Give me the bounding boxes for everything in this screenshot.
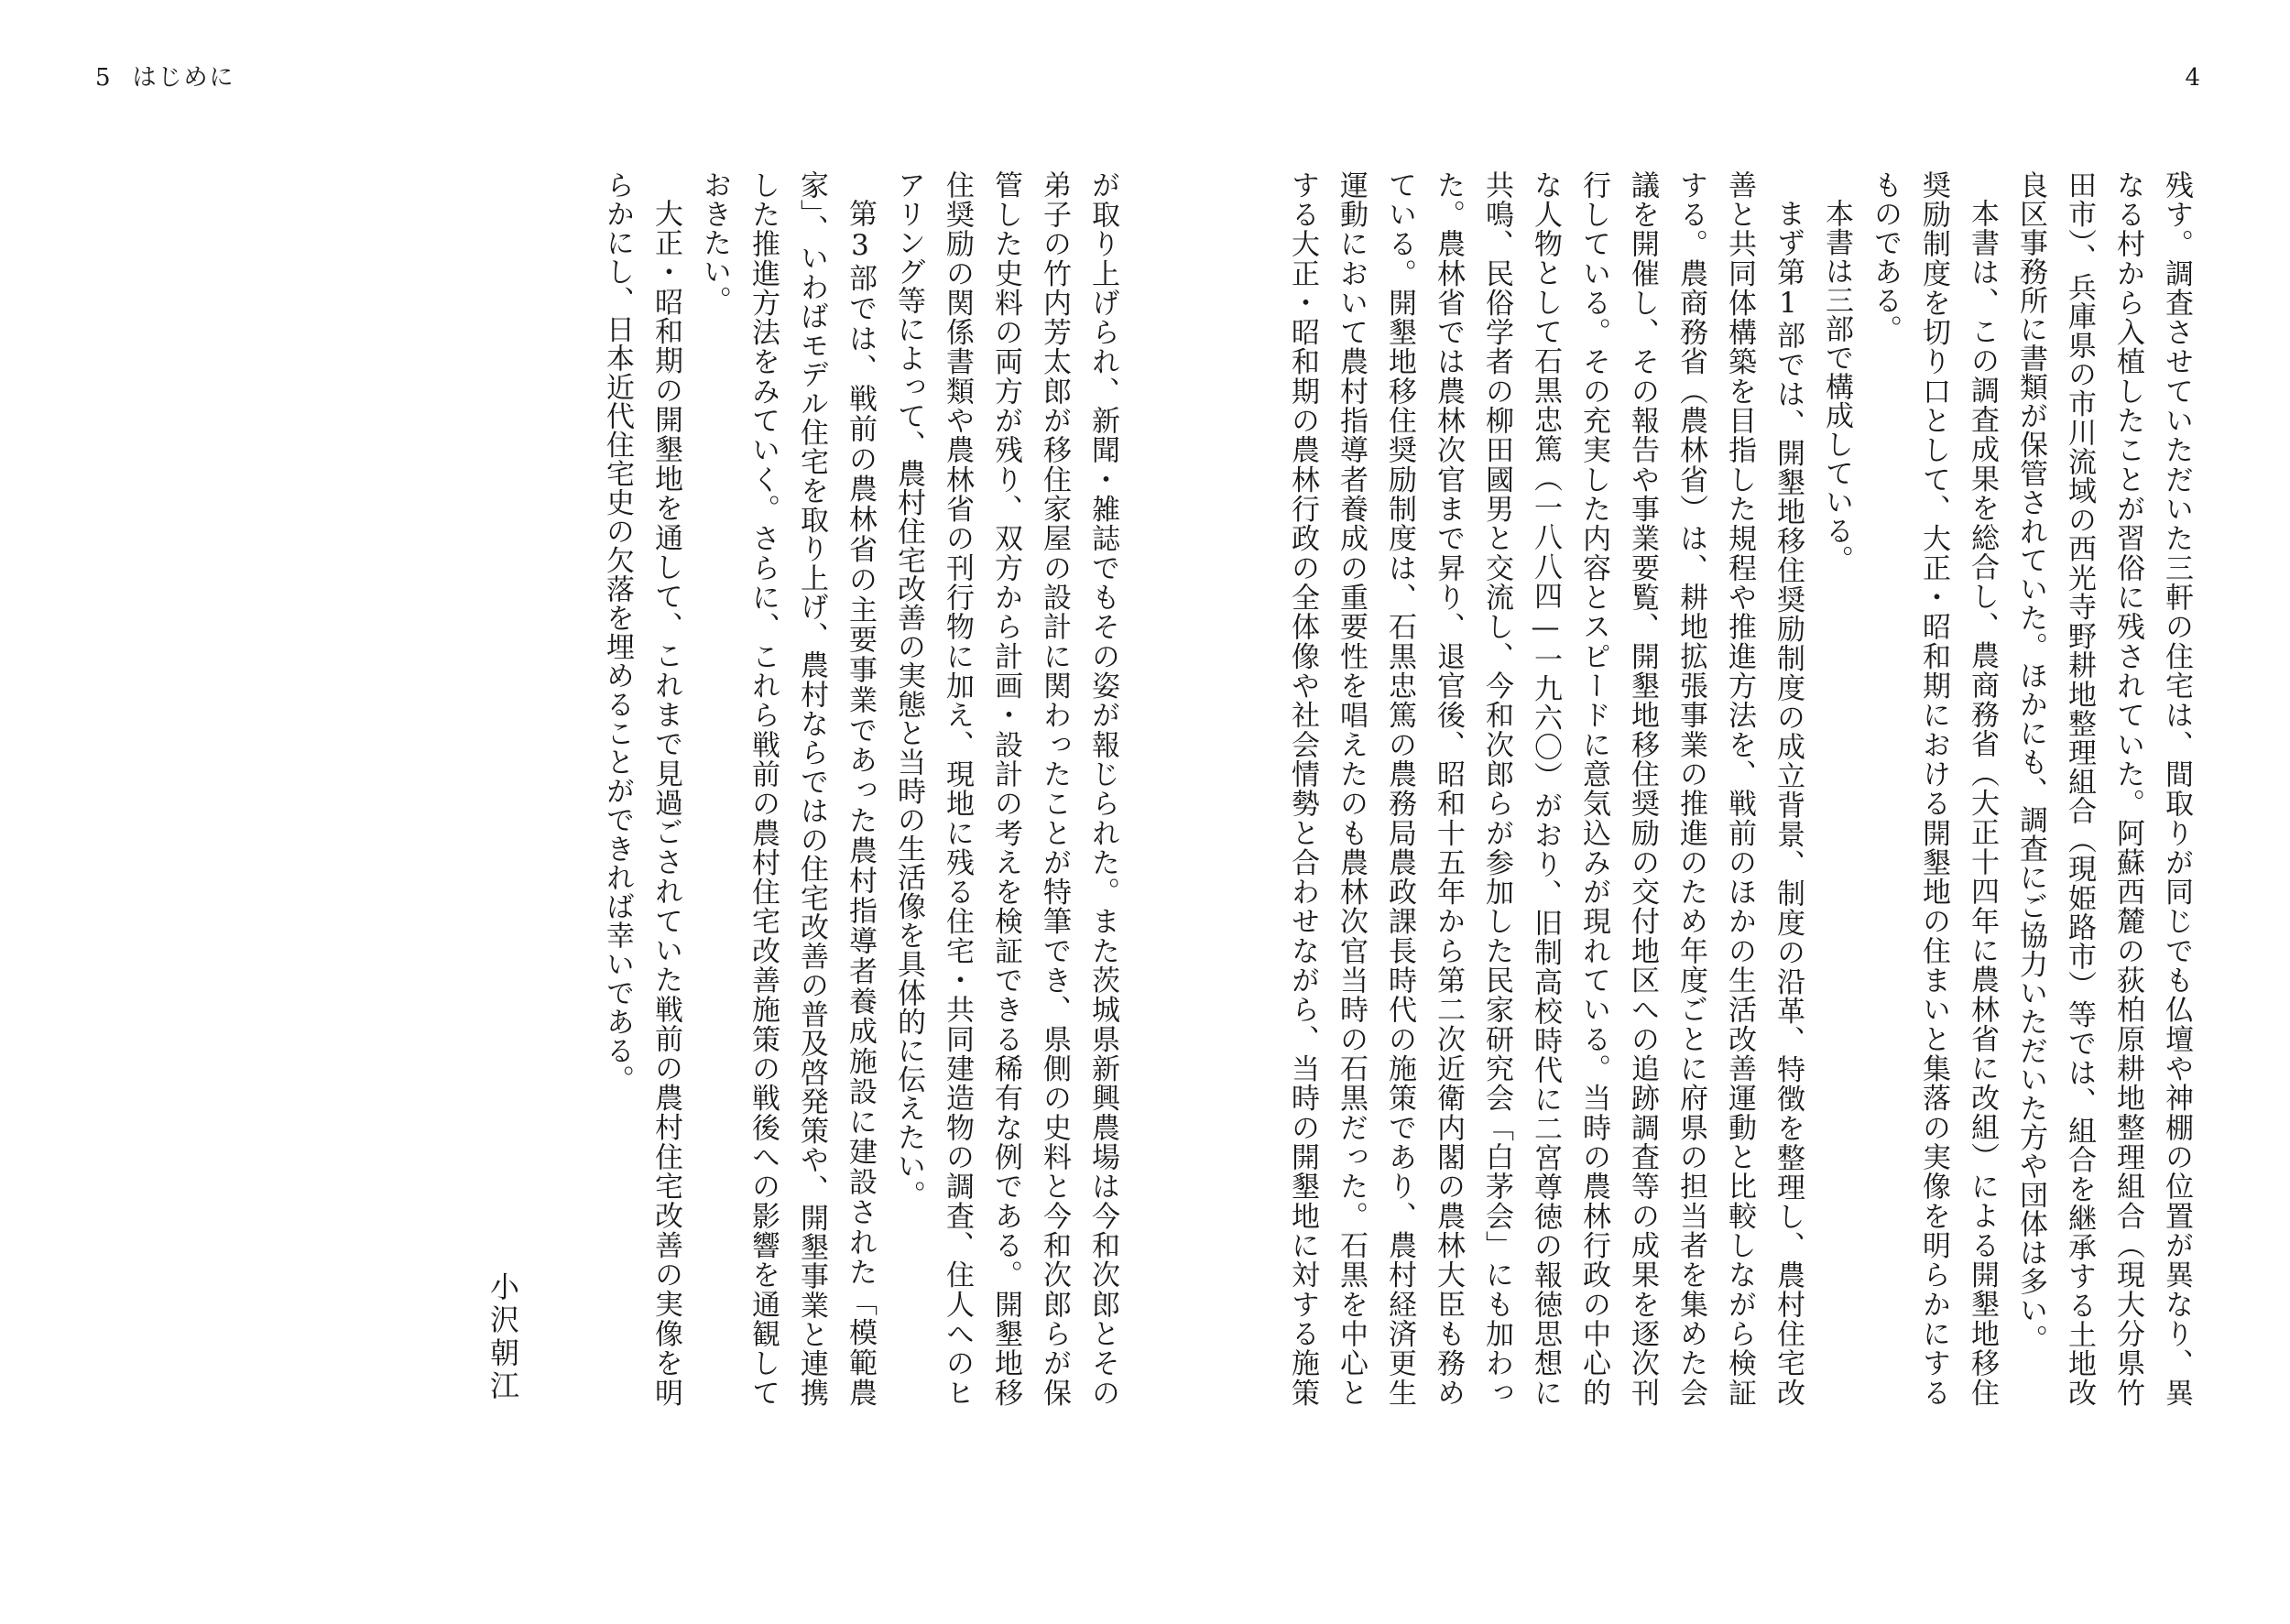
right-paragraph-2: 本書は、この調査成果を総合し、農商務省（大正十四年に農林省に改組）による開墾地移住奨励制度を切り口として、大正・昭和期における開墾地の住まいと集落の実像を明らかにするものである。 <box>1869 170 1999 1407</box>
right-paragraph-1: 残す。調査させていただいた三軒の住宅は、間取りが同じでも仏壇や神棚の位置が異なり、異なる村から入植したことが習俗に残されていた。阿蘇西麓の荻柏原耕地整理組合（現大分県竹田市）、兵庫県の市川流域の西光寺野耕地整理組合（現姫路市）等では、組合を継承する土地改良区事務所に書類が保管されていた。ほかにも、調査にご協力いただいた方や団体は多い。 <box>2014 170 2193 1407</box>
right-page-header <box>2185 66 2202 90</box>
left-paragraph-1: が取り上げられ、新聞・雑誌でもその姿が報じられた。また茨城県新興農場は今和次郎とその弟子の竹内芳太郎が移住家屋の設計に関わったことが特筆でき、県側の史料と今和次郎らが保管した史料の両方が残り、双方から計画・設計の考えを検証できる稀有な例である。開墾地移住奨励の関係書類や農林省の刊行物に加え、現地に残る住宅・共同建造物の調査、住人へのヒアリング等によって、農村住宅改善の実態と当時の生活像を具体的に伝えたい。 <box>892 170 1119 1407</box>
left-page-number: 5 <box>95 64 113 92</box>
right-paragraph-4: まず第1部では、開墾地移住奨励制度の成立背景、制度の沿革、特徴を整理し、農村住宅改善と共同体構築を目指した規程や推進方法を、戦前のほかの生活改善運動と比較しながら検証する。農商務省（農林省）は、耕地拡張事業の推進のため年度ごとに府県の担当者を集めた会議を開催し、その報告や事業要覧、開墾地移住奨励の交付地区への追跡調査等の成果を逐次刊行している。その充実した内容とスピードに意気込みが現れている。当時の農林行政の中心的な人物として石黒忠篤（一八八四—一九六〇）がおり、旧制高校時代に二宮尊徳の報徳思想に共鳴、民俗学者の柳田國男と交流し、今和次郎らが参加した民家研究会「白茅会」にも加わった。農林省では農林次官まで昇り、退官後、昭和十五年から第二次近衛内閣の農林大臣も務めている。開墾地移住奨励制度は、石黒忠篤の農務局農政課長時代の施策であり、農村経済更生運動において農村指導者養成の重要性を唱えたのも農林次官当時の石黒だった。石黒を中心とする大正・昭和期の農林行政の全体像や社会情勢と合わせながら、当時の開墾地に対する施策 <box>1286 170 1805 1407</box>
right-paragraph-3: 本書は三部で構成している。 <box>1820 199 1853 574</box>
left-page-header <box>95 66 235 90</box>
left-page-body <box>540 170 1127 1407</box>
author-name: 小沢朝江 <box>485 1271 520 1403</box>
right-page-number: 4 <box>2185 64 2202 92</box>
left-paragraph-2: 第3部では、戦前の農林省の主要事業であった農村指導者養成施設に建設された「模範農家」、いわばモデル住宅を取り上げ、農村ならではの住宅改善の普及啓発策や、開墾事業と連携した推進方法をみていく。さらに、これら戦前の農村住宅改善施策の戦後への影響を通観しておきたい。 <box>698 170 877 1407</box>
right-page-body <box>1275 170 2200 1407</box>
chapter-title: はじめに <box>132 64 235 92</box>
left-paragraph-3: 大正・昭和期の開墾地を通して、これまで見過ごされていた戦前の農村住宅改善の実像を明らかにし、日本近代住宅史の欠落を埋めることができれば幸いである。 <box>601 170 682 1407</box>
